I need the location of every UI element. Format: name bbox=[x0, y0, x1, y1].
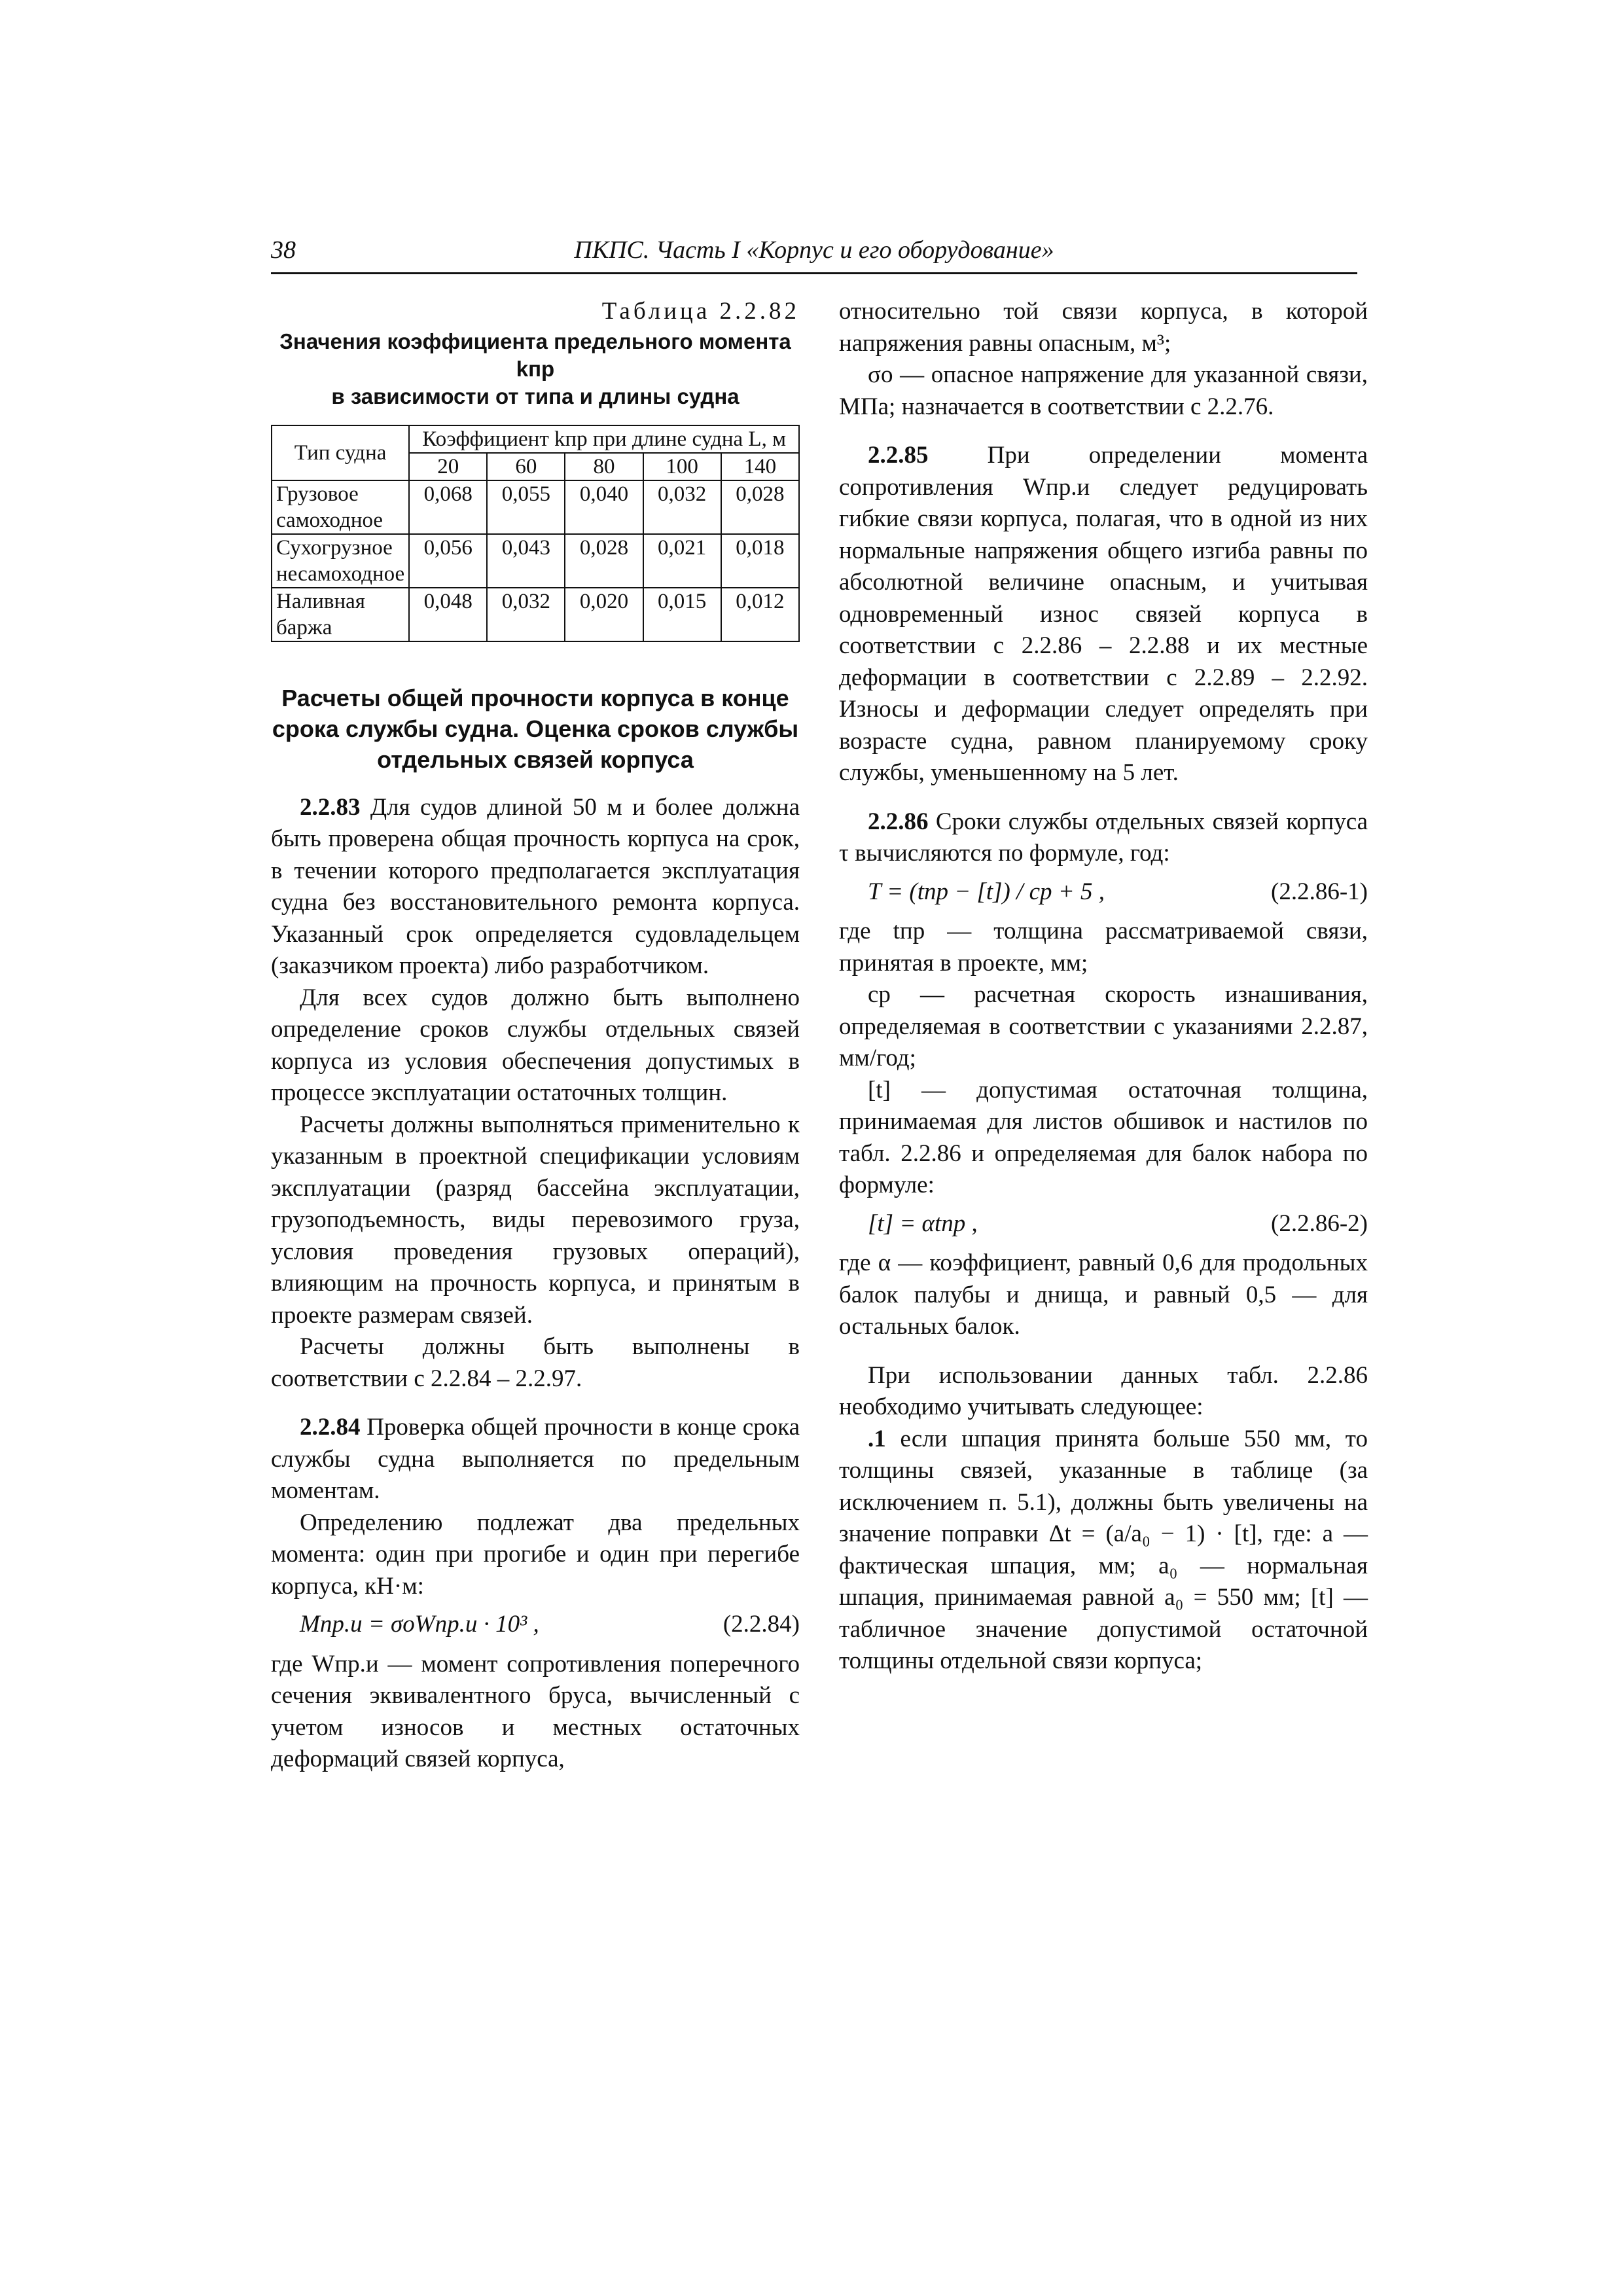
table-row bbox=[272, 588, 799, 641]
ship-type-cell: Грузовое самоходное bbox=[272, 480, 409, 534]
clause-text: Проверка общей прочности в конце срока службы судна выполняется по предельным моментам. bbox=[271, 1414, 800, 1504]
value-cell: 0,040 bbox=[565, 480, 643, 534]
paragraph: Определению подлежат два предельных момента: один при прогибе и один при перегибе корпуса, кН·м: bbox=[271, 1509, 800, 1600]
paragraph-2-2-86 bbox=[839, 806, 1368, 870]
table-row bbox=[272, 534, 799, 588]
table-title-line1: Значения коэффициента предельного момента kпр bbox=[279, 329, 791, 381]
header-length: 140 bbox=[721, 453, 799, 480]
table-title-line2: в зависимости от типа и длины судна bbox=[331, 384, 740, 408]
value-cell: 0,020 bbox=[565, 588, 643, 641]
value-cell: 0,043 bbox=[487, 534, 565, 588]
clause-number: 2.2.85 bbox=[868, 442, 929, 469]
ship-type-cell: Сухогрузное несамоходное bbox=[272, 534, 409, 588]
paragraph: где α — коэффициент, равный 0,6 для продольных балок палубы и днища, и равный 0,5 — для остальных балок. bbox=[839, 1249, 1368, 1340]
value-cell: 0,012 bbox=[721, 588, 799, 641]
table-label: Таблица 2.2.82 bbox=[601, 298, 800, 325]
ship-type-cell: Наливная баржа bbox=[272, 588, 409, 641]
formula-expression: T = (tпр − [t]) / cр + 5 , bbox=[868, 878, 1105, 905]
value-cell: 0,048 bbox=[409, 588, 487, 641]
clause-text: Для судов длиной 50 м и более должна быть проверена общая прочность корпуса на срок, в течении которого предполагается эксплуатация судна без восстановительного ремонта корпуса. Указанный срок определяется судовладельцем (заказчиком проекта) либо разработчиком. bbox=[271, 793, 800, 979]
page-number: 38 bbox=[271, 236, 296, 264]
paragraph: σо — опасное напряжение для указанной связи, МПа; назначается в соответствии с 2.2.76. bbox=[839, 361, 1368, 420]
coefficient-table bbox=[271, 425, 800, 642]
formula-number: (2.2.84) bbox=[722, 1611, 800, 1638]
item-number: .1 bbox=[868, 1425, 886, 1452]
paragraph: cр — расчетная скорость изнашивания, определяемая в соответствии с указаниями 2.2.87, мм/год; bbox=[839, 981, 1368, 1071]
header-coefficient-group: Коэффициент kпр при длине судна L, м bbox=[409, 425, 799, 453]
paragraph: Расчеты должны выполняться применительно к указанным в проектной спецификации условиям эксплуатации (разряд бассейна эксплуатации, грузоподъемность, виды перевозимого груза, условия проведения грузовых операций), влияющим на прочность корпуса, и принятым в проекте размерам связей. bbox=[271, 1111, 800, 1329]
paragraph: где Wпр.и — момент сопротивления поперечного сечения эквивалентного бруса, вычисленный с учетом износов и местных остаточных деформаций связей корпуса, bbox=[271, 1650, 800, 1772]
item-text: если шпация принята больше 550 мм, то толщины связей, указанные в таблице (за исключением п. 5.1), должны быть увеличены на значение поправки Δt = (a/a₀ − 1) · [t], где: a — фактическая шпация, мм; a₀ — нормальная шпация, принимаемая равной a₀ = 550 мм; [t] — табличное значение допустимой остаточной толщины отдельной связи корпуса; bbox=[839, 1425, 1368, 1674]
value-cell: 0,028 bbox=[721, 480, 799, 534]
paragraph: где tпр — толщина рассматриваемой связи, принятая в проекте, мм; bbox=[839, 918, 1368, 977]
clause-number: 2.2.84 bbox=[300, 1414, 361, 1441]
table-header-row bbox=[272, 425, 799, 453]
paragraph-2-2-83 bbox=[271, 792, 800, 982]
paragraph: При использовании данных табл. 2.2.86 необходимо учитывать следующее: bbox=[839, 1361, 1368, 1420]
clause-text: При определении момента сопротивления Wпр.и следует редуцировать гибкие связи корпуса, полагая, что в одной из них нормальные напряжения общего изгиба равны по абсолютной величине опасным, и учитывая одновременный износ связей корпуса в соответствии с 2.2.86 – 2.2.88 и их местные деформации в соответствии с 2.2.89 – 2.2.92. Износы и деформации следует определять при возрасте судна, равном планируемому сроку службы, уменьшенному на 5 лет. bbox=[839, 442, 1368, 786]
value-cell: 0,028 bbox=[565, 534, 643, 588]
value-cell: 0,032 bbox=[643, 480, 721, 534]
value-cell: 0,056 bbox=[409, 534, 487, 588]
value-cell: 0,055 bbox=[487, 480, 565, 534]
paragraph: Расчеты должны быть выполнены в соответствии с 2.2.84 – 2.2.97. bbox=[271, 1333, 800, 1392]
header-length: 20 bbox=[409, 453, 487, 480]
list-item bbox=[839, 1424, 1368, 1677]
table-row bbox=[272, 480, 799, 534]
clause-number: 2.2.86 bbox=[868, 808, 929, 835]
clause-number: 2.2.83 bbox=[300, 793, 361, 821]
formula-number: (2.2.86-1) bbox=[1271, 878, 1368, 905]
formula-expression: Mпр.и = σоWпр.и · 10³ , bbox=[300, 1611, 539, 1638]
section-heading: Расчеты общей прочности корпуса в конце срока службы судна. Оценка сроков службы отдельных связей корпуса bbox=[272, 684, 799, 773]
paragraph: [t] — допустимая остаточная толщина, принимаемая для листов обшивок и настилов по табл. 2.2.86 и определяемая для балок набора по формуле: bbox=[839, 1076, 1368, 1198]
header-length: 60 bbox=[487, 453, 565, 480]
paragraph-2-2-84 bbox=[271, 1412, 800, 1507]
formula-2-2-86-1 bbox=[868, 876, 1368, 908]
formula-number: (2.2.86-2) bbox=[1271, 1210, 1368, 1237]
right-column bbox=[839, 296, 1368, 1677]
paragraph-2-2-85 bbox=[839, 440, 1368, 789]
paragraph: Для всех судов должно быть выполнено определение сроков службы отдельных связей корпуса из условия обеспечения допустимых в процессе эксплуатации остаточных толщин. bbox=[271, 984, 800, 1106]
value-cell: 0,032 bbox=[487, 588, 565, 641]
page-header bbox=[271, 236, 1357, 274]
left-column bbox=[271, 296, 800, 1776]
value-cell: 0,021 bbox=[643, 534, 721, 588]
formula-2-2-86-2 bbox=[868, 1208, 1368, 1240]
header-length: 100 bbox=[643, 453, 721, 480]
value-cell: 0,018 bbox=[721, 534, 799, 588]
formula-2-2-84 bbox=[300, 1609, 800, 1641]
header-ship-type: Тип судна bbox=[272, 425, 409, 480]
running-title: ПКПС. Часть I «Корпус и его оборудование» bbox=[574, 236, 1054, 264]
clause-text: Сроки службы отдельных связей корпуса τ вычисляются по формуле, год: bbox=[839, 808, 1368, 867]
value-cell: 0,068 bbox=[409, 480, 487, 534]
value-cell: 0,015 bbox=[643, 588, 721, 641]
paragraph: относительно той связи корпуса, в которой напряжения равны опасным, м³; bbox=[839, 298, 1368, 357]
header-length: 80 bbox=[565, 453, 643, 480]
formula-expression: [t] = αtпр , bbox=[868, 1210, 978, 1237]
